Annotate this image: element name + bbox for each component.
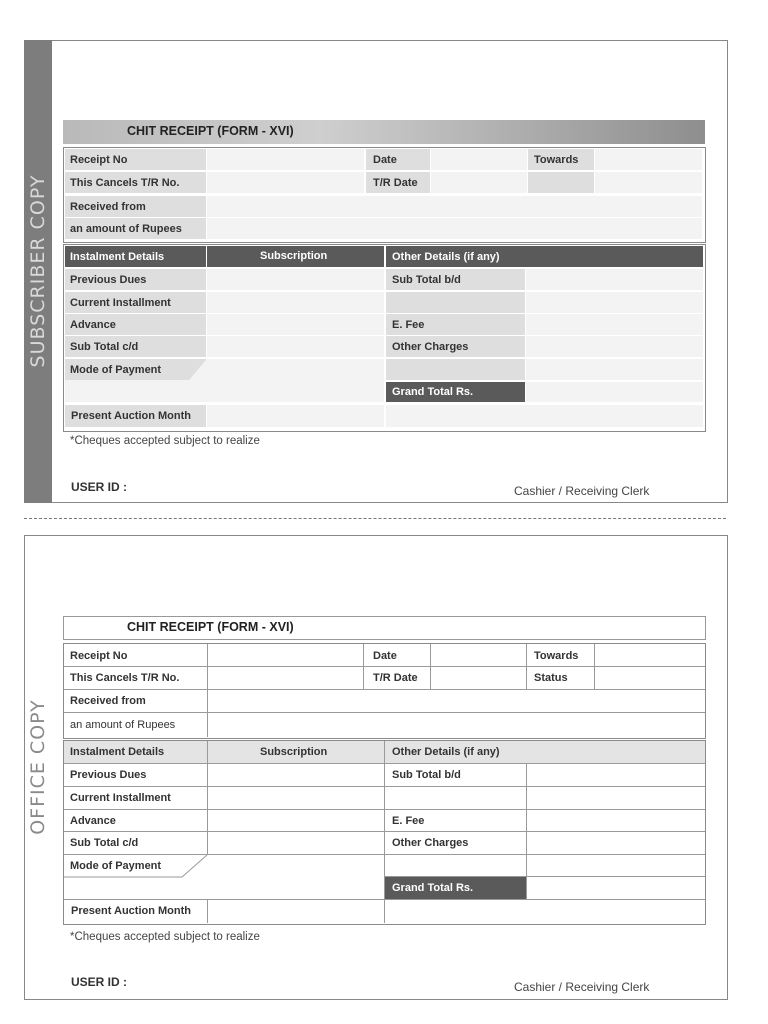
- amount-rupees-label: an amount of Rupees: [70, 222, 182, 235]
- e-fee-value[interactable]: [527, 810, 704, 831]
- user-id-label: USER ID :: [71, 480, 128, 494]
- sub-total-bd-value[interactable]: [527, 764, 704, 786]
- sub-total-cd-label: Sub Total c/d: [70, 340, 139, 353]
- tr-date-value[interactable]: [431, 172, 527, 193]
- grand-total-value[interactable]: [527, 877, 704, 899]
- towards-value[interactable]: [595, 645, 703, 666]
- tr-date-label: T/R Date: [373, 176, 418, 189]
- grand-total-label: Grand Total Rs.: [392, 386, 474, 398]
- mode-of-payment-label: Mode of Payment: [70, 859, 162, 872]
- sub-total-bd-label: Sub Total b/d: [392, 769, 461, 781]
- current-installment-value[interactable]: [207, 292, 384, 313]
- present-auction-value[interactable]: [207, 405, 384, 427]
- current-installment-label: Current Installment: [70, 296, 171, 309]
- cashier-label: Cashier / Receiving Clerk: [514, 980, 650, 994]
- received-from-label: Received from: [70, 200, 146, 213]
- blank-other-cell: [386, 292, 525, 313]
- sub-total-bd-label: Sub Total b/d: [392, 273, 461, 286]
- col-line: [363, 644, 364, 689]
- amount-value[interactable]: [207, 218, 702, 239]
- cancels-value[interactable]: [207, 172, 364, 193]
- towards-label: Towards: [534, 649, 579, 662]
- subscription-header: Subscription: [260, 746, 328, 758]
- date-label: Date: [373, 153, 397, 166]
- previous-dues-label: Previous Dues: [70, 273, 147, 286]
- sub-total-cd-label: Sub Total c/d: [70, 837, 139, 849]
- tr-date-label: T/R Date: [373, 672, 418, 684]
- sub-total-bd-value[interactable]: [526, 269, 703, 290]
- cheques-note: *Cheques accepted subject to realize: [70, 435, 260, 447]
- status-value[interactable]: [595, 667, 703, 689]
- date-value[interactable]: [431, 149, 527, 170]
- cancels-label: This Cancels T/R No.: [70, 176, 180, 189]
- advance-value[interactable]: [208, 810, 384, 831]
- instalment-details-header: Instalment Details: [70, 250, 165, 263]
- cancels-label: This Cancels T/R No.: [70, 672, 180, 684]
- user-id-label: USER ID :: [71, 975, 128, 989]
- mode-of-payment-value[interactable]: [208, 855, 384, 898]
- grand-total-label: Grand Total Rs.: [392, 882, 474, 894]
- current-installment-label: Current Installment: [70, 792, 171, 804]
- present-auction-value[interactable]: [208, 900, 384, 922]
- other-charges-label: Other Charges: [392, 837, 469, 849]
- cut-line: [24, 518, 726, 519]
- instalment-details-header: Instalment Details: [70, 746, 165, 758]
- advance-label: Advance: [70, 318, 116, 331]
- cashier-label: Cashier / Receiving Clerk: [514, 484, 650, 498]
- blank-other-value-2[interactable]: [526, 359, 703, 380]
- col-line: [526, 644, 527, 689]
- towards-value[interactable]: [595, 149, 702, 170]
- amount-value[interactable]: [208, 713, 703, 736]
- other-charges-value[interactable]: [527, 832, 704, 854]
- subscriber-copy-label: SUBSCRIBER COPY: [27, 174, 49, 368]
- sub-total-cd-value[interactable]: [208, 832, 384, 854]
- status-blank-cell: [528, 172, 594, 193]
- subscription-header: Subscription: [260, 250, 328, 262]
- other-charges-value[interactable]: [526, 336, 703, 357]
- amount-rupees-label: an amount of Rupees: [70, 718, 176, 731]
- grand-total-value[interactable]: [526, 382, 703, 402]
- present-auction-label: Present Auction Month: [71, 905, 191, 917]
- other-details-header: Other Details (if any): [392, 746, 500, 758]
- present-auction-other[interactable]: [386, 405, 703, 427]
- other-charges-label: Other Charges: [392, 340, 469, 353]
- current-installment-value[interactable]: [208, 787, 384, 809]
- receipt-no-label: Receipt No: [70, 649, 128, 662]
- status-value[interactable]: [595, 172, 702, 193]
- cheques-note: *Cheques accepted subject to realize: [70, 931, 260, 943]
- subscriber-title: CHIT RECEIPT (FORM - XVI): [127, 124, 294, 138]
- tr-date-value[interactable]: [431, 667, 525, 689]
- office-title: CHIT RECEIPT (FORM - XVI): [127, 620, 294, 634]
- advance-label: Advance: [70, 814, 116, 827]
- e-fee-label: E. Fee: [392, 318, 425, 331]
- received-from-value[interactable]: [207, 196, 702, 217]
- received-from-value[interactable]: [208, 690, 703, 712]
- date-value[interactable]: [431, 645, 525, 666]
- blank-other-value[interactable]: [526, 292, 703, 313]
- received-from-label: Received from: [70, 695, 146, 707]
- e-fee-value[interactable]: [526, 314, 703, 335]
- mode-of-payment-label: Mode of Payment: [70, 363, 162, 376]
- receipt-no-value[interactable]: [208, 645, 362, 666]
- advance-value[interactable]: [207, 314, 384, 335]
- date-label: Date: [373, 649, 397, 662]
- previous-dues-label: Previous Dues: [70, 769, 147, 781]
- previous-dues-value[interactable]: [207, 269, 384, 290]
- towards-label: Towards: [534, 153, 579, 166]
- present-auction-label: Present Auction Month: [71, 410, 191, 422]
- blank-other-cell-2: [386, 359, 525, 380]
- office-copy-label: OFFICE COPY: [27, 699, 49, 835]
- previous-dues-value[interactable]: [208, 764, 384, 786]
- sub-total-cd-value[interactable]: [207, 336, 384, 357]
- e-fee-label: E. Fee: [392, 814, 425, 827]
- status-label: Status: [534, 672, 568, 684]
- present-auction-other[interactable]: [385, 900, 704, 922]
- cancels-value[interactable]: [208, 667, 362, 689]
- other-details-header: Other Details (if any): [392, 250, 500, 263]
- receipt-no-label: Receipt No: [70, 153, 128, 166]
- receipt-no-value[interactable]: [207, 149, 364, 170]
